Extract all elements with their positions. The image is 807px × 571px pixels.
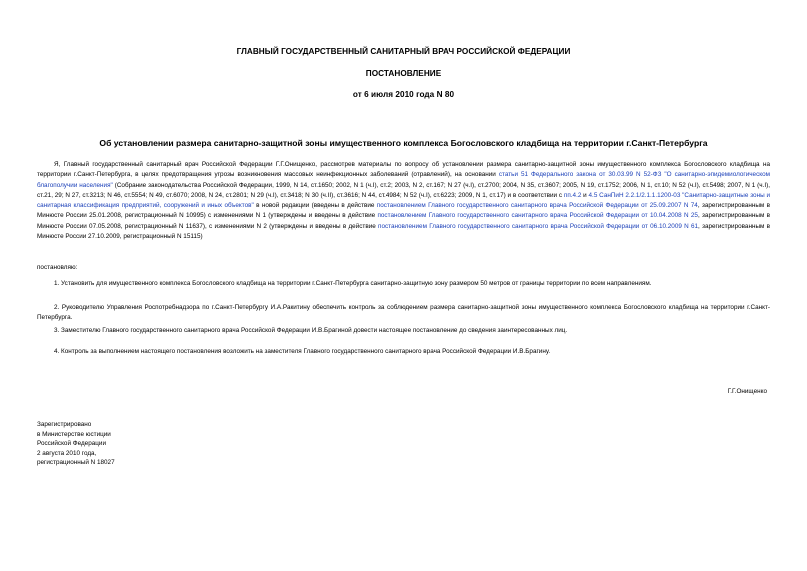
decree-item-2: 2. Руководителю Управления Роспотребнадзора по г.Санкт-Петербургу И.А.Ракитину обеспечить контроль за соблюдением размера санитарно-защитной зоны имущественного комплекса Богословского кладбища на территории г.Санкт-Петербурга. (37, 304, 770, 322)
link-sanpin-4-5[interactable]: 4.5 СанПиН 2.2.1/2.1.1.1200-03 "Санитарно-защитные зоны и санитарная классификация предприятий, сооружений и иных объектов" (37, 191, 770, 210)
preamble-text: Я, Главный государственный санитарный врач Российской Федерации Г.Г.Онищенко, рассмотрев материалы по вопросу об установлении размера санитарно-защитной зоны имущественного комплекса Богословского кладбища на территории г.Санкт-Петербурга, в целях предотвращения угрозы возникновения массовых неинфекционных заболеваний (отравлений), на основании (37, 161, 770, 179)
link-resolution-61[interactable]: постановлением Главного государственного санитарного врача Российской Федерации от 06.10.2009 N 61 (378, 222, 699, 230)
registration-line: в Министерстве юстиции (37, 430, 111, 438)
preamble-text: (Собрание законодательства Российской Федерации, 1999, N 14, ст.1650; 2002, N 1 (ч.I), ст.2; 2003, N 2, ст.167; N 27 (ч.I), ст.2700; 2004, N 35, ст.3607; 2005, N 19, ст.1752; 2006, N 1, ст.10; N 52 (ч.I), ст.5498; 2007, N 1 (ч.I), ст.21, 29; N 27, ст.3213; N 46, ст.5554; N 49, ст.6070; 2008, N 24, ст.2801; N 29 (ч.I), ст.3418; N 30 (ч.II), ст.3616; N 44, ст.4984; N 52 (ч.I), ст.6223; 2009, N 1, ст.17) и в соответствии с (37, 181, 770, 199)
link-resolution-74[interactable]: постановлением Главного государственного санитарного врача Российской Федерации от 25.09.2007 N 74 (376, 202, 698, 210)
issuing-authority: ГЛАВНЫЙ ГОСУДАРСТВЕННЫЙ САНИТАРНЫЙ ВРАЧ РОССИЙСКОЙ ФЕДЕРАЦИИ (236, 47, 571, 56)
document-date-number: от 6 июля 2010 года N 80 (352, 90, 455, 99)
document-title: Об установлении размера санитарно-защитной зоны имущественного комплекса Богословского кладбища на территории г.Санкт-Петербурга (99, 137, 708, 148)
signature: Г.Г.Онищенко (727, 388, 767, 395)
document-type: ПОСТАНОВЛЕНИЕ (365, 69, 442, 78)
registration-line: регистрационный N 18027 (37, 459, 115, 466)
registration-line: Российской Федерации (37, 440, 106, 447)
link-federal-law-article-51[interactable]: статьи 51 Федерального закона от 30.03.99 N 52-ФЗ "О санитарно-эпидемиологическом благополучии населения" (37, 171, 770, 189)
registration-line: Зарегистрировано (37, 421, 92, 428)
preamble-text: , зарегистрированным в Минюсте России 27.10.2009, регистрационный N 15115) (37, 222, 770, 241)
decree-item-1: 1. Установить для имущественного комплекса Богословского кладбища на территории г.Санкт-Петербурга санитарно-защитную зону размером 50 метров от границы территории по всем направлениям. (54, 280, 652, 287)
preamble-text: и (581, 191, 589, 199)
registration-block (37, 420, 115, 468)
decree-word: постановляю: (37, 264, 78, 271)
preamble-paragraph (37, 160, 770, 242)
preamble-text: , зарегистрированным в Минюсте России 07.05.2008, регистрационный N 11637), с изменениями N 2 (утверждены и введены в действие (37, 212, 771, 230)
link-resolution-25[interactable]: постановлением Главного государственного санитарного врача Российской Федерации от 10.04.2008 N 25 (377, 212, 698, 220)
preamble-text: в новой редакции (введены в действие (253, 202, 377, 210)
link-sanpin-pp-4-2[interactable]: пп.4.2 (563, 191, 582, 199)
decree-item-4: 4. Контроль за выполнением настоящего постановления возложить на заместителя Главного государственного санитарного врача Российской Федерации И.В.Брагину. (54, 348, 551, 355)
decree-item-3: 3. Заместителю Главного государственного санитарного врача Российской Федерации И.В.Брагиной довести настоящее постановление до сведения заинтересованных лиц. (54, 327, 568, 334)
preamble-text: , зарегистрированным в Минюсте России 25.01.2008, регистрационный N 10995) с изменениями N 1 (утверждены и введены в действие (37, 202, 771, 220)
registration-line: 2 августа 2010 года, (37, 449, 97, 457)
